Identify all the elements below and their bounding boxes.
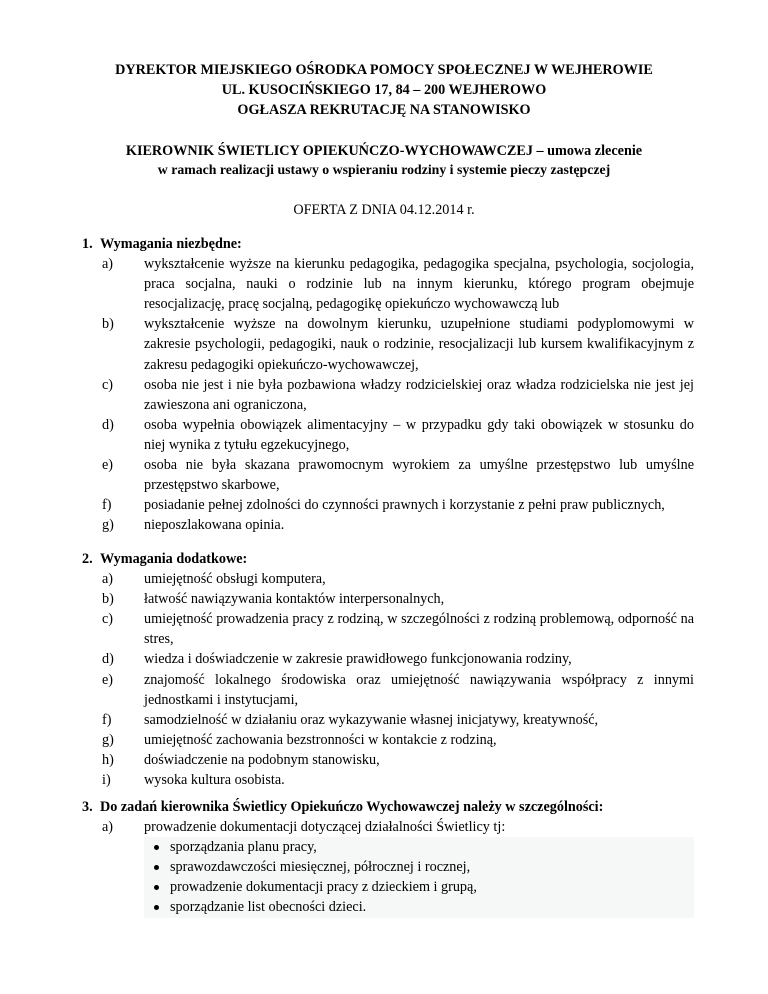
bullet-item (144, 837, 694, 857)
item-text: posiadanie pełnej zdolności do czynności prawnych i korzystanie z pełni praw publicznych, (144, 497, 665, 514)
item-marker: f) (102, 497, 112, 514)
item-marker: a) (102, 256, 114, 273)
bullet-icon (154, 845, 159, 850)
item-marker: e) (102, 457, 114, 474)
list-item (82, 750, 694, 770)
list-item (82, 649, 694, 669)
header-line-3: OGŁASZA REKRUTACJĘ NA STANOWISKO (237, 102, 531, 118)
bullet-text: prowadzenie dokumentacji pracy z dzieckiem i grupą, (170, 879, 477, 896)
section-title: Wymagania niezbędne: (100, 236, 242, 252)
list-item (82, 455, 694, 495)
item-text: umiejętność zachowania bezstronności w kontakcie z rodziną, (144, 731, 497, 748)
list-item (82, 730, 694, 750)
section-duties (82, 797, 694, 918)
list-item (82, 375, 694, 415)
section-heading (82, 549, 694, 569)
offer-date: OFERTA Z DNIA 04.12.2014 r. (293, 202, 475, 218)
bullet-item (144, 897, 694, 917)
list-item (82, 495, 694, 515)
bullet-text: sporządzanie list obecności dzieci. (170, 899, 367, 916)
section-number: 3. (82, 799, 93, 815)
item-text: umiejętność obsługi komputera, (144, 571, 326, 588)
list-item (82, 670, 694, 710)
requirements-list (82, 254, 694, 535)
item-marker: d) (102, 651, 114, 668)
section-heading (82, 797, 694, 817)
item-marker: i) (102, 772, 111, 789)
item-text: znajomość lokalnego środowiska oraz umiejętność nawiązywania współpracy z innymi jednostkami i instytucjami, (144, 671, 694, 708)
bullet-icon (154, 885, 159, 890)
list-item (82, 589, 694, 609)
section-required-requirements (82, 234, 694, 535)
bullet-icon (154, 865, 159, 870)
item-text: nieposzlakowana opinia. (144, 517, 285, 534)
duties-list (82, 817, 694, 837)
item-text: wykształcenie wyższe na dowolnym kierunku, uzupełnione studiami podyplomowymi w zakresie psychologii, pedagogiki, nauk o rodzinie, resocjalizacji lub kursem kwalifikacyjnym z zakresu pedagogiki opiekuńczo-wychowawczej, (144, 316, 694, 373)
item-marker: b) (102, 591, 114, 608)
item-text: umiejętność prowadzenia pracy z rodziną, w szczególności z rodziną problemową, odporność na stres, (144, 611, 694, 648)
item-marker: f) (102, 711, 112, 728)
bullet-text: sprawozdawczości miesięcznej, półrocznej i rocznej, (170, 859, 471, 876)
header-line-1: DYREKTOR MIEJSKIEGO OŚRODKA POMOCY SPOŁECZNEJ W WEJHEROWIE (115, 62, 653, 78)
item-text: wysoka kultura osobista. (144, 772, 285, 789)
item-text: samodzielność w działaniu oraz wykazywanie własnej inicjatywy, kreatywność, (144, 711, 599, 728)
requirements-list (82, 569, 694, 790)
section-title: Wymagania dodatkowe: (100, 551, 248, 567)
item-marker: g) (102, 731, 114, 748)
item-text: łatwość nawiązywania kontaktów interpersonalnych, (144, 591, 445, 608)
item-marker: c) (102, 611, 114, 628)
item-text: doświadczenie na podobnym stanowisku, (144, 751, 380, 768)
header-line-2: UL. KUSOCIŃSKIEGO 17, 84 – 200 WEJHEROWO (221, 82, 547, 98)
documentation-bullets (144, 837, 694, 917)
item-text: osoba nie była skazana prawomocnym wyrokiem za umyślne przestępstwo lub umyślne przestępstwo skarbowe, (144, 457, 694, 494)
item-marker: d) (102, 416, 114, 433)
item-marker: a) (102, 819, 114, 836)
list-item (82, 415, 694, 455)
bullet-item (144, 877, 694, 897)
section-number: 2. (82, 551, 93, 567)
item-text: osoba wypełnia obowiązek alimentacyjny – w przypadku gdy taki obowiązek w stosunku do niej wynika z tytułu egzekucyjnego, (144, 416, 694, 453)
list-item (82, 817, 694, 837)
bullet-text: sporządzania planu pracy, (170, 839, 317, 856)
item-text: osoba nie jest i nie była pozbawiona władzy rodzicielskiej oraz władza rodzicielska nie jest jej zawieszona ani ograniczona, (144, 376, 694, 413)
item-marker: a) (102, 571, 114, 588)
section-number: 1. (82, 236, 93, 252)
document-header (0, 60, 768, 120)
list-item (82, 609, 694, 649)
list-item (82, 710, 694, 730)
section-additional-requirements (82, 549, 694, 790)
list-item (82, 254, 694, 314)
item-text: wykształcenie wyższe na kierunku pedagogika, pedagogika specjalna, psychologia, socjologia, praca socjalna, nauki o rodzinie lub na innym kierunku, którego program obejmuje resocjalizację, pracę socjalną, pedagogikę opiekuńczo wychowawczą lub (144, 256, 694, 313)
bullet-item (144, 857, 694, 877)
section-heading (82, 234, 694, 254)
list-item (82, 770, 694, 790)
item-text: wiedza i doświadczenie w zakresie prawidłowego funkcjonowania rodziny, (144, 651, 572, 668)
list-item (82, 314, 694, 374)
item-marker: g) (102, 517, 114, 534)
item-marker: e) (102, 671, 114, 688)
position-subtitle: w ramach realizacji ustawy o wspieraniu rodziny i systemie pieczy zastępczej (157, 162, 611, 177)
item-marker: c) (102, 376, 114, 393)
position-title: KIEROWNIK ŚWIETLICY OPIEKUŃCZO-WYCHOWAWCZEJ – umowa zlecenie (125, 143, 643, 159)
item-marker: b) (102, 316, 114, 333)
list-item (82, 515, 694, 535)
section-title: Do zadań kierownika Świetlicy Opiekuńczo Wychowawczej należy w szczególności: (100, 799, 604, 815)
list-item (82, 569, 694, 589)
item-text: prowadzenie dokumentacji dotyczącej działalności Świetlicy tj: (144, 819, 506, 836)
bullet-icon (154, 905, 159, 910)
item-marker: h) (102, 751, 114, 768)
